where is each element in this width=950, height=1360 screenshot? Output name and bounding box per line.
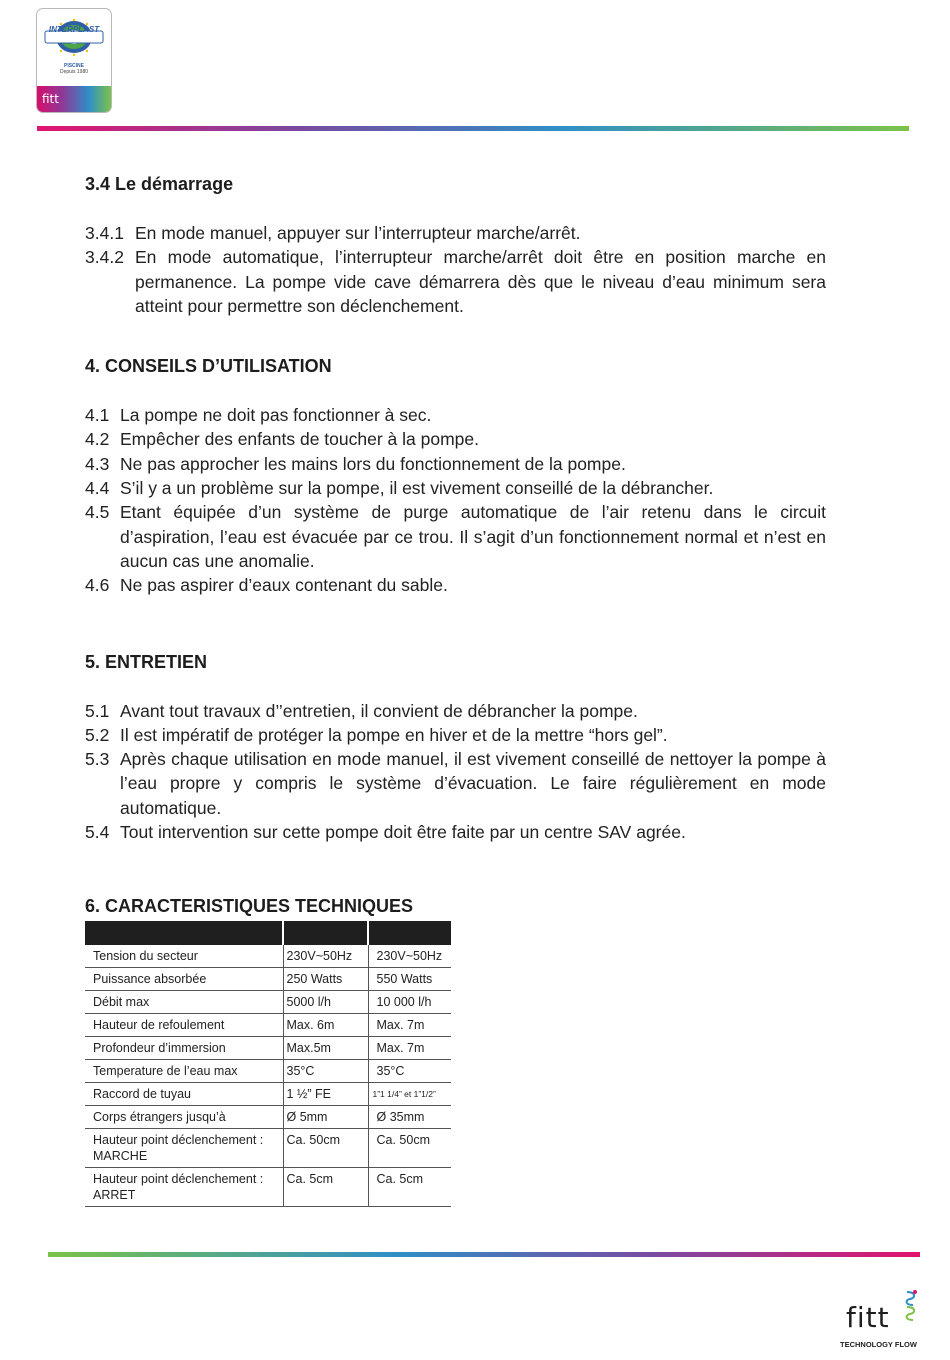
- item-text: En mode manuel, appuyer sur l’interrupteur marche/arrêt.: [135, 223, 581, 243]
- interplast-emblem-icon: [43, 15, 105, 65]
- item-number: 4.4: [85, 478, 110, 499]
- spec-label: Corps étrangers jusqu’à: [85, 1106, 283, 1129]
- table-header-row: [85, 921, 451, 945]
- spec-value-1: 35°C: [283, 1060, 368, 1083]
- section-4: [85, 354, 826, 597]
- table-row: [85, 1014, 451, 1037]
- section-6: [85, 894, 826, 1207]
- bottom-gradient-rule: [48, 1252, 920, 1257]
- spec-label: Temperature de l’eau max: [85, 1060, 283, 1083]
- document-body: [85, 172, 826, 1207]
- spec-value-1: Max.5m: [283, 1037, 368, 1060]
- table-header-cell: [85, 921, 283, 945]
- spec-value-1: Ca. 50cm: [283, 1129, 368, 1168]
- item-number: 4.1: [85, 405, 110, 426]
- item-text: Ne pas aspirer d’eaux contenant du sable.: [120, 575, 448, 596]
- list-item: [85, 500, 826, 573]
- spec-value-2: Max. 7m: [368, 1037, 451, 1060]
- spec-table: [85, 921, 451, 1207]
- item-text: Après chaque utilisation en mode manuel, il est vivement conseillé de nettoyer la pompe à l’eau propre y compris le système d’évacuation. Le faire régulièrement en mode automatique.: [120, 749, 826, 818]
- item-text: Etant équipée d’un système de purge automatique de l’air retenu dans le circuit d’aspiration, l’eau est évacuée par ce trou. Il s’agit d’un fonctionnement normal et n’est en aucun cas une anomalie.: [120, 502, 826, 571]
- list-item: [85, 245, 826, 318]
- fitt-footer-logo: [838, 1287, 924, 1353]
- list-item: [85, 699, 826, 723]
- spec-value-1: 230V~50Hz: [283, 945, 368, 968]
- spec-value-2: 10 000 l/h: [368, 991, 451, 1014]
- item-text: Empêcher des enfants de toucher à la pompe.: [120, 429, 479, 450]
- fitt-mark: fitt: [42, 92, 59, 106]
- spec-label: Raccord de tuyau: [85, 1083, 283, 1106]
- spec-value-2: Ca. 50cm: [368, 1129, 451, 1168]
- spec-value-1: 250 Watts: [283, 968, 368, 991]
- numbered-list: [85, 221, 826, 318]
- spec-label: Hauteur de refoulement: [85, 1014, 283, 1037]
- item-text: Avant tout travaux d’’entretien, il convient de débrancher la pompe.: [120, 700, 638, 721]
- item-text: Il est impératif de protéger la pompe en hiver et de la mettre “hors gel”.: [120, 724, 668, 745]
- item-number: 4.2: [85, 429, 110, 450]
- item-number: 5.2: [85, 724, 110, 745]
- list-item: [85, 427, 826, 451]
- spec-value-2: Ø 35mm: [368, 1106, 451, 1129]
- item-number: 4.6: [85, 575, 110, 596]
- numbered-list: [85, 403, 826, 597]
- fitt-mark: fitt: [846, 1301, 890, 1334]
- spec-value-2: 550 Watts: [368, 968, 451, 991]
- spec-value-1: 1 ½” FE: [283, 1083, 368, 1106]
- item-number: 5.1: [85, 700, 110, 721]
- item-number: 5.4: [85, 822, 110, 843]
- table-row: [85, 1168, 451, 1207]
- spec-value-1: Max. 6m: [283, 1014, 368, 1037]
- list-item: [85, 573, 826, 597]
- item-number: 4.5: [85, 502, 110, 523]
- table-header-cell: [283, 921, 368, 945]
- interplast-logo: [36, 8, 112, 113]
- spec-value-1: Ca. 5cm: [283, 1168, 368, 1207]
- section-title: 3.4 Le démarrage: [85, 174, 234, 194]
- spec-value-2: 35°C: [368, 1060, 451, 1083]
- table-row: [85, 991, 451, 1014]
- list-item: [85, 476, 826, 500]
- section-3-4: [85, 172, 826, 318]
- section-title: 6. CARACTERISTIQUES TECHNIQUES: [85, 896, 414, 917]
- item-text: Tout intervention sur cette pompe doit être faite par un centre SAV agrée.: [120, 822, 686, 843]
- section-title: 5. ENTRETIEN: [85, 651, 208, 672]
- item-text: La pompe ne doit pas fonctionner à sec.: [120, 405, 432, 426]
- section-title: 4. CONSEILS D’UTILISATION: [85, 356, 332, 377]
- item-text: S’il y a un problème sur la pompe, il est vivement conseillé de la débrancher.: [120, 478, 714, 499]
- table-row: [85, 1106, 451, 1129]
- list-item: [85, 403, 826, 427]
- item-number: 3.4.2: [85, 247, 124, 268]
- spec-label: Puissance absorbée: [85, 968, 283, 991]
- spec-value-2: Max. 7m: [368, 1014, 451, 1037]
- fitt-strip: [37, 86, 111, 112]
- numbered-list: [85, 699, 826, 845]
- table-row: [85, 945, 451, 968]
- list-item: [85, 747, 826, 820]
- item-number: 4.3: [85, 453, 110, 474]
- spec-value-2: 230V~50Hz: [368, 945, 451, 968]
- spec-label: Hauteur point déclenchement : ARRET: [85, 1168, 283, 1207]
- interplast-brand-sub: PISCINE: [63, 63, 84, 69]
- table-row: [85, 1129, 451, 1168]
- list-item: [85, 221, 826, 245]
- table-row: [85, 1060, 451, 1083]
- list-item: [85, 452, 826, 476]
- section-5: [85, 650, 826, 845]
- spec-value-1: Ø 5mm: [283, 1106, 368, 1129]
- spec-value-2: 1”1 1/4” et 1”1/2”: [368, 1083, 451, 1106]
- item-text: Ne pas approcher les mains lors du fonctionnement de la pompe.: [120, 453, 626, 474]
- footer-tagline: TECHNOLOGY FLOW: [840, 1340, 917, 1349]
- table-header-cell: [368, 921, 451, 945]
- table-row: [85, 968, 451, 991]
- interplast-brand-name: INTERPLAST: [48, 25, 100, 34]
- spec-value-2: Ca. 5cm: [368, 1168, 451, 1207]
- interplast-brand-since: Depuis 1980: [59, 69, 89, 75]
- item-number: 5.3: [85, 749, 110, 770]
- spec-label: Hauteur point déclenchement : MARCHE: [85, 1129, 283, 1168]
- item-number: 3.4.1: [85, 223, 124, 243]
- spec-label: Profondeur d’immersion: [85, 1037, 283, 1060]
- list-item: [85, 723, 826, 747]
- top-gradient-rule: [37, 126, 909, 131]
- list-item: [85, 820, 826, 844]
- flow-swirl-icon: [904, 1289, 920, 1325]
- spec-value-1: 5000 l/h: [283, 991, 368, 1014]
- spec-label: Débit max: [85, 991, 283, 1014]
- spec-label: Tension du secteur: [85, 945, 283, 968]
- table-row: [85, 1083, 451, 1106]
- table-row: [85, 1037, 451, 1060]
- item-text: En mode automatique, l’interrupteur marche/arrêt doit être en position marche en permanence. La pompe vide cave démarrera dès que le niveau d’eau minimum sera atteint pour permettre son déclenchement.: [135, 247, 826, 316]
